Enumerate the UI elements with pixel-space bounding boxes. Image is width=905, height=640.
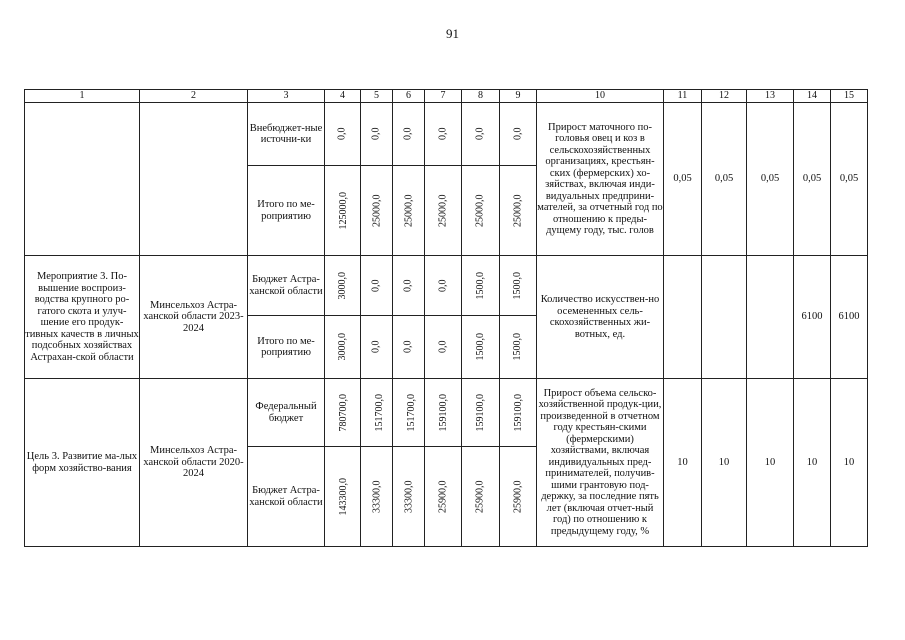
- table-row: [25, 379, 868, 447]
- value-cell: 1500,0: [462, 316, 500, 379]
- value-cell: 25000,0: [425, 166, 462, 256]
- funding-source: Федеральный бюджет: [248, 379, 325, 447]
- header-cell: 6: [393, 90, 425, 103]
- target-cell: 0,05: [794, 103, 831, 256]
- table-row: [25, 103, 868, 166]
- value-cell: 0,0: [462, 103, 500, 166]
- indicator-cell: Прирост объема сельско-хозяйственной продук-ции, произведенной в отчетном году крестьян-скими (фермерскими) хозяйствами, включая индивидуальных пред-принимателей, получив-шими грантовую под-держку, за последние пять лет (включая отчет-ный год) по отношению к предыдущему году, %: [537, 379, 664, 547]
- value-cell: 25000,0: [500, 166, 537, 256]
- funding-source: Бюджет Астра-ханской области: [248, 447, 325, 547]
- value-cell: 33300,0: [393, 447, 425, 547]
- header-cell: 2: [140, 90, 248, 103]
- value-cell: 1500,0: [462, 256, 500, 316]
- value-cell: 159100,0: [462, 379, 500, 447]
- value-cell: 3000,0: [325, 256, 361, 316]
- value-cell: 0,0: [393, 256, 425, 316]
- header-row: [25, 90, 868, 103]
- target-cell: 0,05: [747, 103, 794, 256]
- target-cell: 0,05: [702, 103, 747, 256]
- value-cell: 0,0: [361, 256, 393, 316]
- value-cell: 25000,0: [462, 166, 500, 256]
- target-cell: 10: [664, 379, 702, 547]
- header-cell: 12: [702, 90, 747, 103]
- funding-source: Внебюджет-ные источни-ки: [248, 103, 325, 166]
- funding-source: Бюджет Астра-ханской области: [248, 256, 325, 316]
- table-row: [25, 256, 868, 316]
- indicator-cell: Количество искусствен-но осемененных сель-скохозяйственных жи-вотных, ед.: [537, 256, 664, 379]
- value-cell: 1500,0: [500, 256, 537, 316]
- value-cell: 780700,0: [325, 379, 361, 447]
- funding-source: Итого по ме-роприятию: [248, 166, 325, 256]
- value-cell: 143300,0: [325, 447, 361, 547]
- value-cell: 0,0: [393, 316, 425, 379]
- target-cell: 6100: [831, 256, 868, 379]
- target-cell: 0,05: [664, 103, 702, 256]
- value-cell: 0,0: [425, 103, 462, 166]
- target-cell: 6100: [794, 256, 831, 379]
- measure-cell: [25, 103, 140, 256]
- value-cell: 0,0: [425, 256, 462, 316]
- value-cell: 0,0: [500, 103, 537, 166]
- value-cell: 159100,0: [500, 379, 537, 447]
- executor-cell: Минсельхоз Астра-ханской области 2020-2024: [140, 379, 248, 547]
- indicator-cell: Прирост маточного по-головья овец и коз в сельскохозяйственных организациях, крестьян-ских (фермерских) хо-зяйствах, включая инди-видуальных предприни-мателей, за отчетный год по отношению к преды-дущему году, тыс. голов: [537, 103, 664, 256]
- value-cell: 0,0: [361, 103, 393, 166]
- header-cell: 10: [537, 90, 664, 103]
- header-cell: 4: [325, 90, 361, 103]
- value-cell: 25000,0: [361, 166, 393, 256]
- header-cell: 7: [425, 90, 462, 103]
- value-cell: 151700,0: [393, 379, 425, 447]
- page-number: 91: [446, 26, 459, 41]
- executor-cell: Минсельхоз Астра-ханской области 2023-2024: [140, 256, 248, 379]
- target-cell: [664, 256, 702, 379]
- header-cell: 9: [500, 90, 537, 103]
- header-cell: 11: [664, 90, 702, 103]
- value-cell: 25900,0: [425, 447, 462, 547]
- value-cell: 0,0: [425, 316, 462, 379]
- value-cell: 33300,0: [361, 447, 393, 547]
- header-cell: 14: [794, 90, 831, 103]
- funding-source: Итого по ме-роприятию: [248, 316, 325, 379]
- target-cell: 10: [702, 379, 747, 547]
- target-cell: [702, 256, 747, 379]
- value-cell: 151700,0: [361, 379, 393, 447]
- value-cell: 125000,0: [325, 166, 361, 256]
- program-table: [24, 89, 868, 547]
- value-cell: 25000,0: [393, 166, 425, 256]
- header-cell: 15: [831, 90, 868, 103]
- target-cell: 10: [794, 379, 831, 547]
- value-cell: 25900,0: [500, 447, 537, 547]
- target-cell: 0,05: [831, 103, 868, 256]
- measure-cell: Цель 3. Развитие ма-лых форм хозяйство-вания: [25, 379, 140, 547]
- header-cell: 13: [747, 90, 794, 103]
- header-cell: 8: [462, 90, 500, 103]
- executor-cell: [140, 103, 248, 256]
- header-cell: 1: [25, 90, 140, 103]
- value-cell: 1500,0: [500, 316, 537, 379]
- value-cell: 159100,0: [425, 379, 462, 447]
- target-cell: [747, 256, 794, 379]
- header-cell: 5: [361, 90, 393, 103]
- value-cell: 25900,0: [462, 447, 500, 547]
- target-cell: 10: [747, 379, 794, 547]
- header-cell: 3: [248, 90, 325, 103]
- measure-cell: Мероприятие 3. По-вышение воспроиз-водства крупного ро-гатого скота и улуч-шение его продук-тивных качеств в личных подсобных хозяйствах Астрахан-ской области: [25, 256, 140, 379]
- value-cell: 0,0: [393, 103, 425, 166]
- value-cell: 0,0: [325, 103, 361, 166]
- target-cell: 10: [831, 379, 868, 547]
- value-cell: 0,0: [361, 316, 393, 379]
- value-cell: 3000,0: [325, 316, 361, 379]
